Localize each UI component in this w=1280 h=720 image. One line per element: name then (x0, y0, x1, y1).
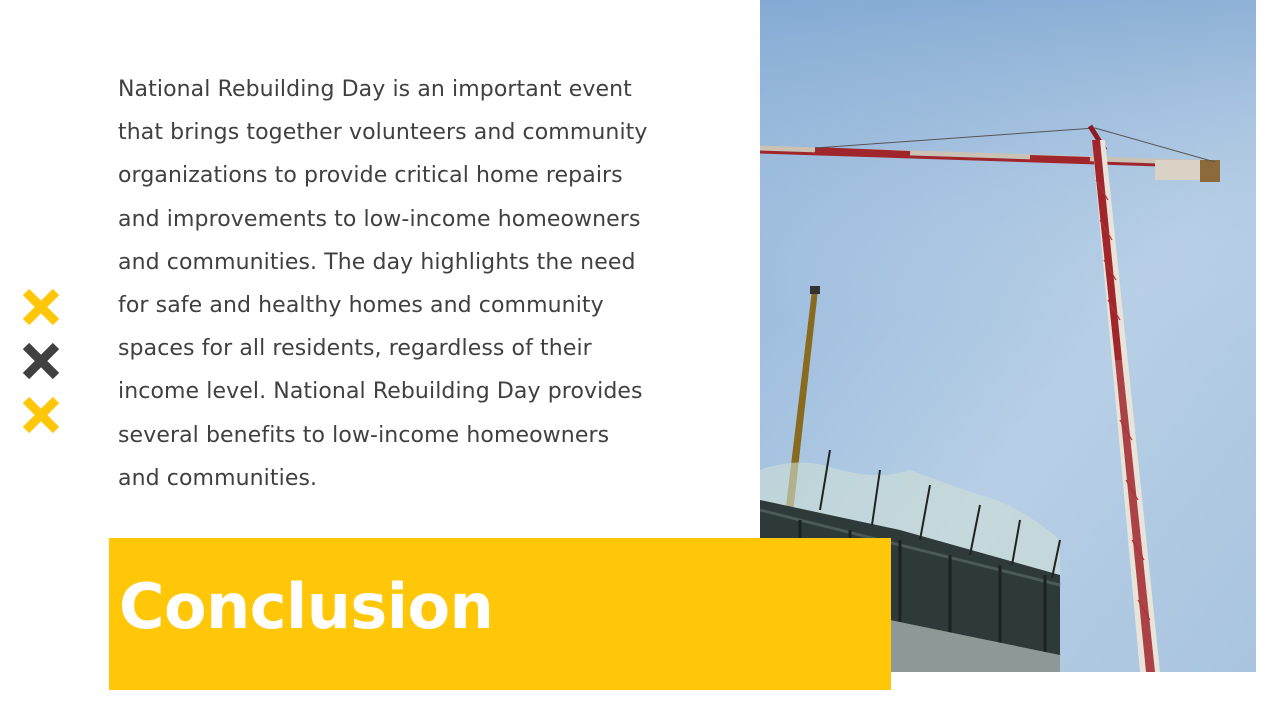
body-line: and communities. The day highlights the need (118, 249, 636, 275)
body-line: income level. National Rebuilding Day provides (118, 379, 643, 405)
body-line: for safe and healthy homes and community (118, 293, 604, 319)
x-mark-icon (20, 340, 62, 382)
body-line: National Rebuilding Day is an important event (118, 77, 632, 102)
body-line: that brings together volunteers and community (118, 120, 648, 146)
body-line: organizations to provide critical home repairs (118, 163, 623, 189)
body-line: spaces for all residents, regardless of their (118, 336, 592, 362)
x-mark-icon (20, 286, 62, 328)
slide-title: Conclusion (119, 570, 494, 643)
body-line: and improvements to low-income homeowners (118, 206, 641, 232)
body-paragraph (118, 68, 718, 500)
body-line: and communities. (118, 465, 318, 491)
body-line: several benefits to low-income homeowners (118, 422, 610, 448)
title-banner (109, 538, 891, 690)
decorative-marks (20, 286, 62, 448)
x-mark-icon (20, 394, 62, 436)
